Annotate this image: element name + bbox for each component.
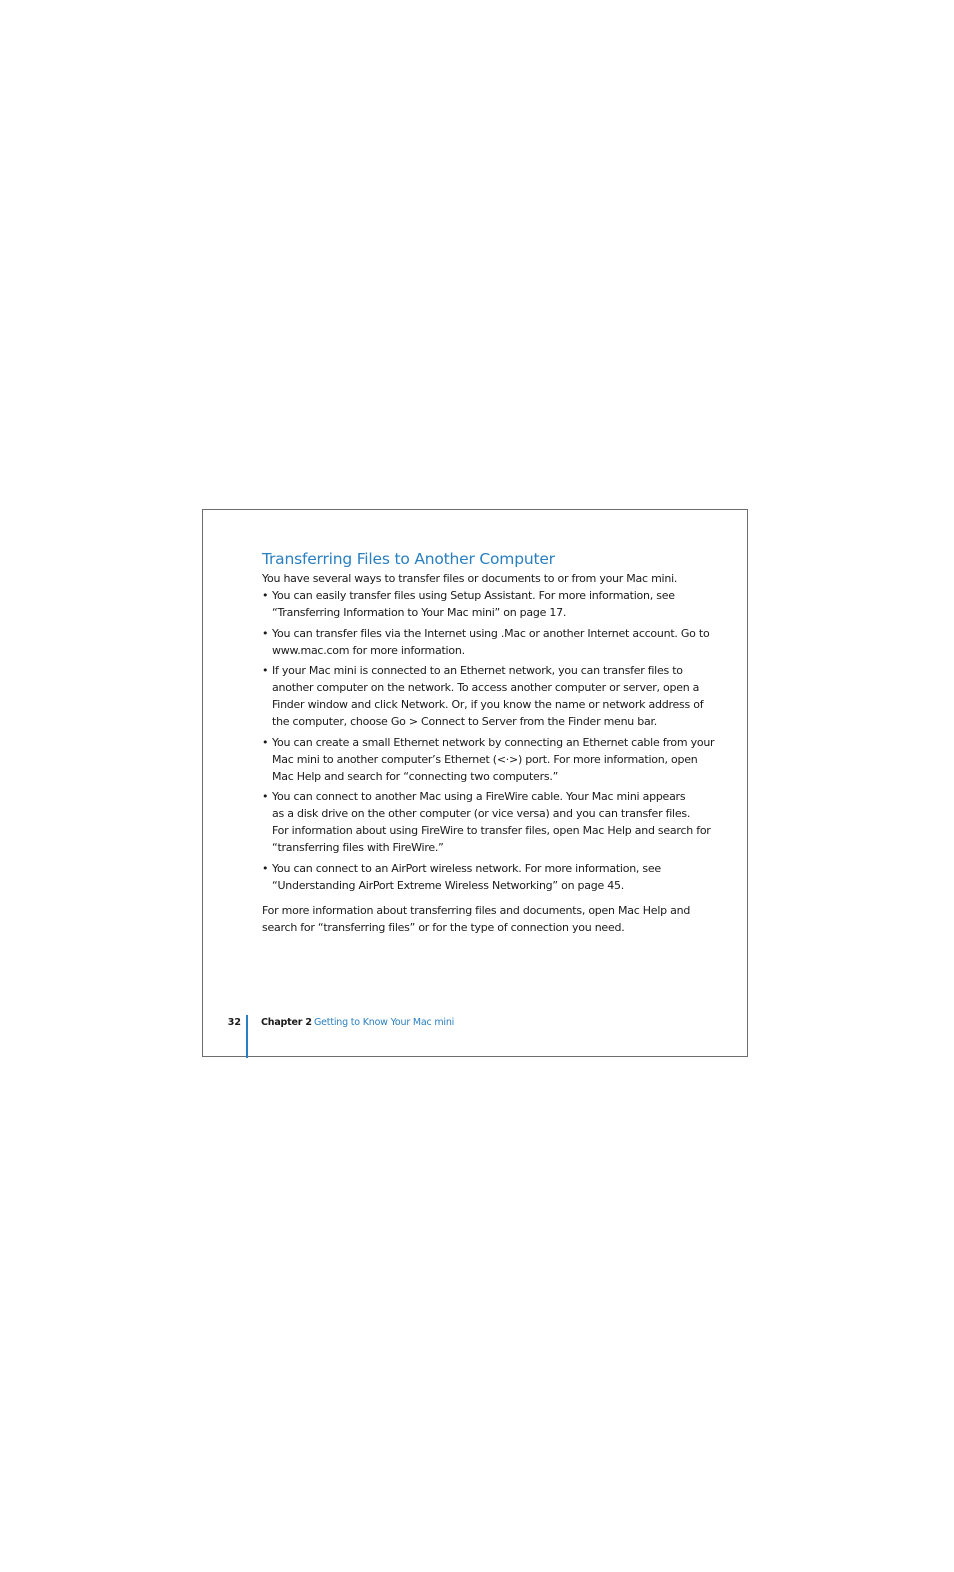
intro-paragraph: You have several ways to transfer files or documents to or from your Mac mini. [262, 572, 678, 585]
bullet-line: Finder window and click Network. Or, if you know the name or network address of [272, 698, 704, 711]
footer-divider [246, 1015, 248, 1058]
list-item [262, 788, 711, 856]
bullet-line: For information about using FireWire to transfer files, open Mac Help and search for [272, 824, 711, 837]
bullet-line: another computer on the network. To access another computer or server, open a [272, 681, 700, 694]
bullet-marker: • [262, 861, 269, 875]
bullet-line: You can create a small Ethernet network by connecting an Ethernet cable from your [272, 735, 715, 749]
list-item [262, 662, 702, 730]
bullet-marker: • [262, 664, 269, 677]
bullet-line: www.mac.com for more information. [272, 643, 465, 657]
page-number: 32 [227, 1017, 241, 1028]
bullet-line: “Transferring Information to Your Mac mini” on page 17. [272, 606, 567, 619]
section-title: Transferring Files to Another Computer [262, 550, 555, 568]
chapter-title: Getting to Know Your Mac mini [314, 1017, 455, 1028]
bullet-line: “Understanding AirPort Extreme Wireless Networking” on page 45. [272, 878, 625, 892]
chapter-label: Chapter 2 [261, 1017, 312, 1028]
bullet-line: as a disk drive on the other computer (or vice versa) and you can transfer files. [272, 807, 691, 820]
list-item [262, 587, 702, 621]
closing-line: For more information about transferring files and documents, open Mac Help and [262, 903, 691, 917]
bullet-marker: • [262, 735, 269, 749]
bullet-line: You can transfer files via the Internet using .Mac or another Internet account. Go to [272, 626, 710, 640]
closing-line: search for “transferring files” or for the type of connection you need. [262, 920, 625, 934]
bullet-line: Mac mini to another computer’s Ethernet (<·>) port. For more information, open [272, 752, 698, 766]
list-item [262, 860, 702, 894]
page-content [262, 548, 715, 936]
bullet-marker: • [262, 589, 269, 602]
bullet-list [262, 587, 715, 894]
bullet-line: If your Mac mini is connected to an Ethernet network, you can transfer files to [272, 664, 683, 677]
bullet-line: You can connect to an AirPort wireless network. For more information, see [272, 861, 661, 875]
bullet-marker: • [262, 626, 269, 640]
bullet-line: the computer, choose Go > Connect to Server from the Finder menu bar. [272, 715, 657, 728]
list-item [262, 625, 710, 659]
bullet-line: You can easily transfer files using Setup Assistant. For more information, see [272, 589, 675, 602]
bullet-marker: • [262, 790, 269, 803]
bullet-line: “transferring files with FireWire.” [272, 841, 444, 854]
list-item [262, 734, 715, 785]
bullet-line: Mac Help and search for “connecting two computers.” [272, 769, 559, 783]
bullet-line: You can connect to another Mac using a FireWire cable. Your Mac mini appears [272, 790, 686, 803]
closing-paragraph [262, 902, 702, 936]
